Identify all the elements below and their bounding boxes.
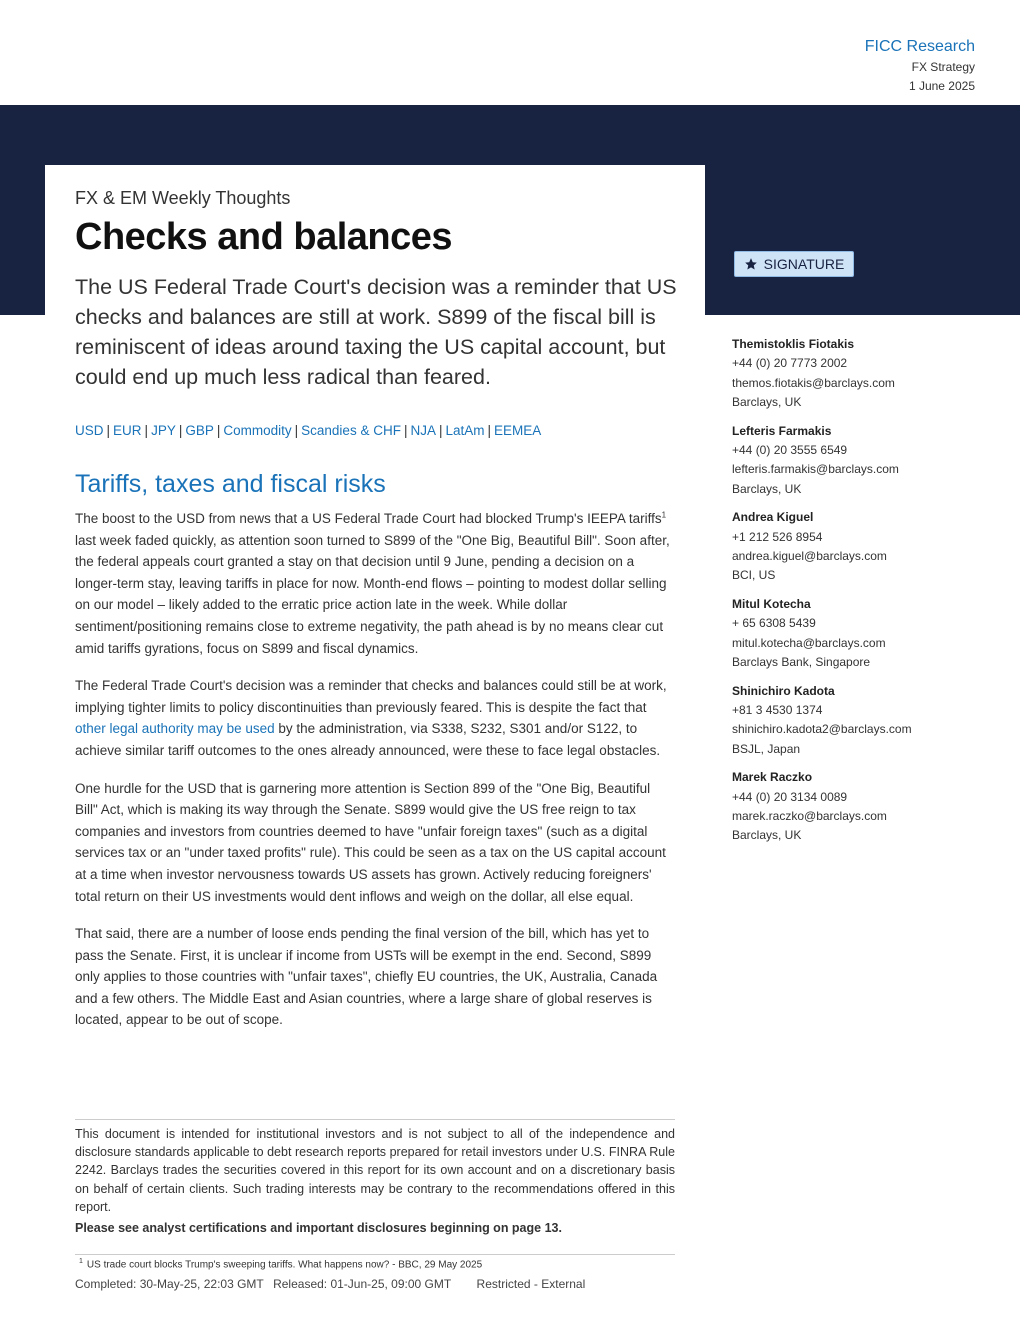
paragraph-text: The boost to the USD from news that a US Federal Trade Court had blocked Trump's IEEPA tariffs [75,511,662,526]
disclaimer-text: This document is intended for institutional investors and is not subject to all of the independence and disclosure standards applicable to debt research reports prepared for retail investors under U.S. FINRA Rule 2242. Barclays trades the securities covered in this report for its own account and on a discretionary basis on behalf of certain clients. Such trading interests may be contrary to the recommendations offered in this report. [75,1127,675,1214]
analyst-name: Andrea Kiguel [732,510,814,525]
nav-link-eemea[interactable]: EEMEA [494,423,542,438]
analyst-email[interactable]: themos.fiotakis@barclays.com [732,375,895,390]
paragraph: That said, there are a number of loose ends pending the final version of the bill, which has yet to pass the Senate. First, it is unclear if income from USTs will be exempt in the end. Second, S899 only applies to those countries with "unfair taxes", chiefly EU countries, the UK, Australia, Canada and a few others. The Middle East and Asian countries, where a large share of global reserves is located, appear to be out of scope. [75,926,658,1028]
nav-separator: | [216,423,221,438]
analyst-name: Themistoklis Fiotakis [732,337,855,351]
nav-link-gbp[interactable]: GBP [185,423,214,438]
section-heading: Tariffs, taxes and fiscal risks [75,470,386,498]
signature-badge [734,251,854,277]
analyst-card [732,422,992,499]
paragraph [75,675,675,761]
analyst-entity: BCI, US [732,568,776,583]
report-date: 1 June 2025 [908,79,975,93]
article-body [75,508,675,1047]
paragraph-text: last week faded quickly, as attention soon turned to S899 of the "One Big, Beautiful Bill". Soon after, the federal appeals court granted a stay on that decision until 9 June, pending a decision on a longer-term stay, leaving tariffs in place for now. Month-end flows – pointing to modest dollar selling on our model – likely added to the erratic price action late in the week. While dollar sentiment/positioning remains close to extreme negativity, the path ahead is by no means clear cut amid tariffs gyrations, focus on S899 and fiscal dynamics. [75,532,670,656]
nav-link-eur[interactable]: EUR [113,423,142,438]
report-header [865,36,975,96]
analyst-entity: Barclays, UK [732,481,802,496]
analyst-entity: Barclays, UK [732,394,802,409]
report-summary: The US Federal Trade Court's decision was a reminder that US checks and balances are still at work. S899 of the fiscal bill is reminiscent of ideas around taxing the US capital account, but could end up much less radical than feared. [75,275,677,389]
desk-label: FX Strategy [911,60,975,74]
paragraph: One hurdle for the USD that is garnering more attention is Section 899 of the "One Big, Beautiful Bill" Act, which is making its way through the Senate. S899 would give the US free reign to tax companies and investors from countries deemed to have "unfair foreign taxes" (such as a digital services tax or an "under taxed profits" rule). This could be seen as a tax on the US capital account at a time when investor nervousness towards US assets has grown. Actively reducing foreigners' total return on their US investments would dent inflows and weigh on the dollar, all else equal. [75,780,666,904]
analyst-phone: +81 3 4530 1374 [732,703,823,718]
report-series: FX & EM Weekly Thoughts [75,188,291,208]
asset-nav [75,423,541,438]
disclosures-note: Please see analyst certifications and important disclosures beginning on page 13. [75,1221,562,1236]
analyst-name: Shinichiro Kadota [732,683,835,698]
nav-link-usd[interactable]: USD [75,423,104,438]
badge-label: SIGNATURE [763,256,845,272]
analyst-entity: BSJL, Japan [732,741,801,756]
analyst-card [732,768,992,845]
analyst-card [732,508,992,585]
nav-separator: | [178,423,183,438]
analyst-entity: Barclays, UK [732,828,802,843]
analyst-phone: +44 (0) 20 3134 0089 [732,789,848,804]
nav-link-commodity[interactable]: Commodity [223,423,292,438]
nav-separator: | [294,423,299,438]
division-label: FICC Research [864,38,975,55]
analyst-name: Marek Raczko [732,770,813,785]
analyst-email[interactable]: lefteris.farmakis@barclays.com [732,462,899,477]
paragraph [75,508,675,659]
analyst-email[interactable]: shinichiro.kadota2@barclays.com [732,722,912,737]
nav-separator: | [438,423,443,438]
completed-timestamp: Completed: 30-May-25, 22:03 GMT [75,1277,264,1291]
analyst-name: Lefteris Farmakis [732,423,832,438]
analyst-phone: +44 (0) 20 3555 6549 [732,442,848,457]
nav-link-jpy[interactable]: JPY [151,423,176,438]
disclaimer [75,1119,675,1237]
nav-separator: | [403,423,408,438]
analyst-card [732,595,992,672]
page-footer [75,1277,591,1291]
paragraph-text: by the administration, via S338, S232, S301 and/or S122, to achieve similar tariff outcomes to the ones already announced, were these to face legal obstacles. [75,721,661,758]
report-title: Checks and balances [75,216,453,258]
analyst-phone: +1 212 526 8954 [732,529,823,544]
analyst-phone: +44 (0) 20 7773 2002 [732,356,848,371]
analyst-card [732,682,992,759]
nav-separator: | [144,423,149,438]
footnote [75,1254,675,1270]
nav-separator: | [487,423,492,438]
analyst-name: Mitul Kotecha [732,597,811,612]
nav-separator: | [106,423,111,438]
paragraph-text: The Federal Trade Court's decision was a reminder that checks and balances could still be at work, implying tighter limits to policy discontinuities than previously feared. This is despite the fact that [75,678,667,715]
star-icon [744,257,758,271]
nav-link-nja[interactable]: NJA [410,423,436,438]
footnote-ref[interactable]: 1 [661,510,667,520]
released-timestamp: Released: 01-Jun-25, 09:00 GMT [273,1277,452,1291]
analyst-list [732,335,992,855]
classification-label: Restricted - External [476,1277,586,1291]
analyst-card [732,335,992,412]
analyst-email[interactable]: mitul.kotecha@barclays.com [732,635,886,650]
footnote-text: US trade court blocks Trump's sweeping tariffs. What happens now? - BBC, 29 May 2025 [86,1259,483,1271]
nav-link-latam[interactable]: LatAm [445,423,485,438]
footnote-number: 1 [79,1258,83,1265]
analyst-entity: Barclays Bank, Singapore [732,654,871,669]
nav-link-scandies-chf[interactable]: Scandies & CHF [301,423,401,438]
analyst-email[interactable]: marek.raczko@barclays.com [732,809,887,824]
analyst-phone: + 65 6308 5439 [732,616,816,631]
analyst-email[interactable]: andrea.kiguel@barclays.com [732,548,887,563]
legal-authority-link[interactable]: other legal authority may be used [75,721,275,737]
